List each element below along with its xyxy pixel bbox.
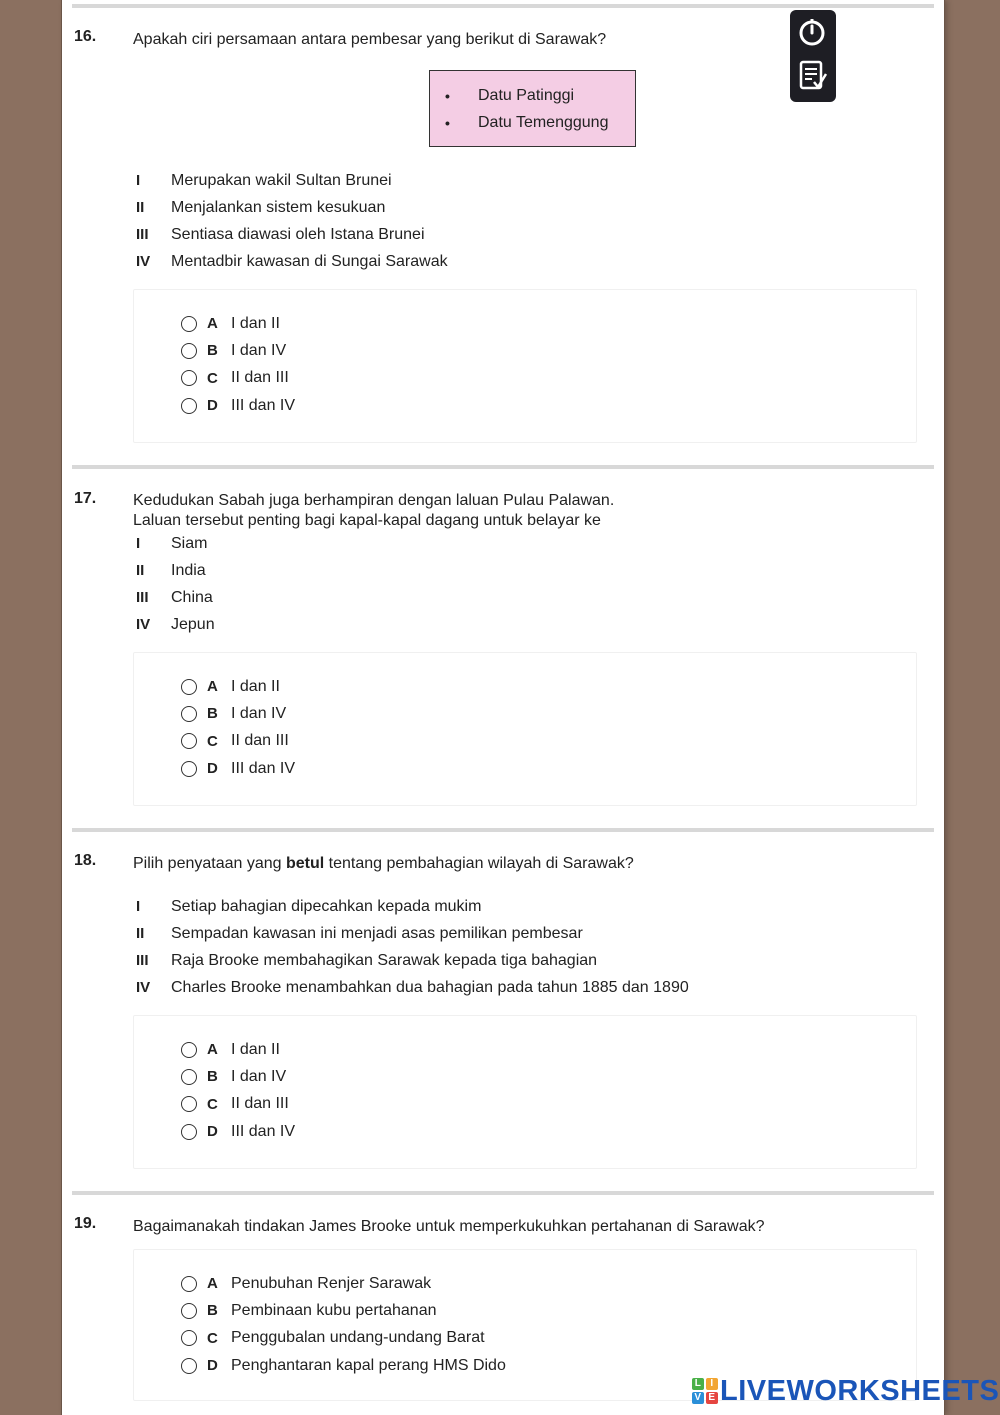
option-c[interactable]: C II dan III xyxy=(181,365,295,392)
side-toolbar xyxy=(790,10,836,102)
question-17-number: 17. xyxy=(74,490,97,507)
question-16-number: 16. xyxy=(74,28,97,45)
question-17-text: Kedudukan Sabah juga berhampiran dengan laluan Pulau Palawan. Laluan tersebut penting bagi kapal-kapal dagang untuk belayar ke xyxy=(133,492,615,529)
radio-button[interactable] xyxy=(181,1276,197,1292)
statement: II Menjalankan sistem kesukuan xyxy=(136,198,386,216)
radio-button[interactable] xyxy=(181,679,197,695)
radio-button[interactable] xyxy=(181,343,197,359)
box-item: Datu Temenggung xyxy=(478,114,609,131)
radio-button[interactable] xyxy=(181,706,197,722)
option-d[interactable]: D III dan IV xyxy=(181,1118,295,1145)
radio-button[interactable] xyxy=(181,1124,197,1140)
statement: I Setiap bahagian dipecahkan kepada mukim xyxy=(136,897,482,915)
option-b[interactable]: B I dan IV xyxy=(181,1063,295,1090)
question-18-number: 18. xyxy=(74,852,97,869)
statement: III China xyxy=(136,588,213,606)
radio-button[interactable] xyxy=(181,398,197,414)
radio-button[interactable] xyxy=(181,1069,197,1085)
option-d[interactable]: D Penghantaran kapal perang HMS Dido xyxy=(181,1352,506,1379)
option-b[interactable]: B I dan IV xyxy=(181,700,295,727)
question-18-options xyxy=(133,1015,917,1169)
question-18-text: Pilih penyataan yang betul tentang pembahagian wilayah di Sarawak? xyxy=(133,855,634,872)
option-a[interactable]: A I dan II xyxy=(181,310,295,337)
radio-button[interactable] xyxy=(181,733,197,749)
option-b[interactable]: B Pembinaan kubu pertahanan xyxy=(181,1297,506,1324)
option-d[interactable]: D III dan IV xyxy=(181,755,295,782)
box-item: Datu Patinggi xyxy=(478,87,575,104)
statement: I Merupakan wakil Sultan Brunei xyxy=(136,171,392,189)
separator xyxy=(72,1191,934,1195)
radio-button[interactable] xyxy=(181,1303,197,1319)
statement: II India xyxy=(136,561,206,579)
radio-button[interactable] xyxy=(181,1042,197,1058)
question-16-text: Apakah ciri persamaan antara pembesar yang berikut di Sarawak? xyxy=(133,31,607,48)
radio-button[interactable] xyxy=(181,316,197,332)
question-19-text: Bagaimanakah tindakan James Brooke untuk memperkukuhkan pertahanan di Sarawak? xyxy=(133,1218,765,1235)
checklist-icon[interactable] xyxy=(801,62,826,88)
radio-button[interactable] xyxy=(181,1358,197,1374)
logo-icon: L I V E xyxy=(692,1378,718,1404)
question-19-number: 19. xyxy=(74,1215,97,1232)
logo-text: LIVEWORKSHEETS xyxy=(720,1374,1000,1407)
option-b[interactable]: B I dan IV xyxy=(181,337,295,364)
question-18-statements xyxy=(136,893,689,1001)
option-a[interactable]: A Penubuhan Renjer Sarawak xyxy=(181,1270,506,1297)
question-16-statements xyxy=(136,167,448,275)
option-c[interactable]: C Penggubalan undang-undang Barat xyxy=(181,1325,506,1352)
radio-button[interactable] xyxy=(181,370,197,386)
option-a[interactable]: A I dan II xyxy=(181,1036,295,1063)
question-17-statements xyxy=(136,530,215,638)
statement: III Raja Brooke membahagikan Sarawak kepada tiga bahagian xyxy=(136,951,598,969)
statement: I Siam xyxy=(136,534,208,552)
statement: IV Charles Brooke menambahkan dua bahagian pada tahun 1885 dan 1890 xyxy=(136,978,689,996)
option-c[interactable]: C II dan III xyxy=(181,728,295,755)
radio-button[interactable] xyxy=(181,761,197,777)
statement: II Sempadan kawasan ini menjadi asas pemilikan pembesar xyxy=(136,924,583,942)
option-c[interactable]: C II dan III xyxy=(181,1091,295,1118)
option-d[interactable]: D III dan IV xyxy=(181,392,295,419)
statement: III Sentiasa diawasi oleh Istana Brunei xyxy=(136,225,425,243)
radio-button[interactable] xyxy=(181,1330,197,1346)
separator xyxy=(72,4,934,8)
statement: IV Jepun xyxy=(136,615,215,633)
option-a[interactable]: A I dan II xyxy=(181,673,295,700)
timer-icon[interactable] xyxy=(801,19,823,44)
statement: IV Mentadbir kawasan di Sungai Sarawak xyxy=(136,252,448,270)
separator xyxy=(72,828,934,832)
question-17-options xyxy=(133,652,917,806)
pembesar-box: • Datu Patinggi • Datu Temenggung xyxy=(429,70,636,147)
liveworksheets-logo xyxy=(692,1374,999,1408)
question-16-options xyxy=(133,289,917,443)
worksheet-page xyxy=(62,0,944,1415)
separator xyxy=(72,465,934,469)
radio-button[interactable] xyxy=(181,1096,197,1112)
